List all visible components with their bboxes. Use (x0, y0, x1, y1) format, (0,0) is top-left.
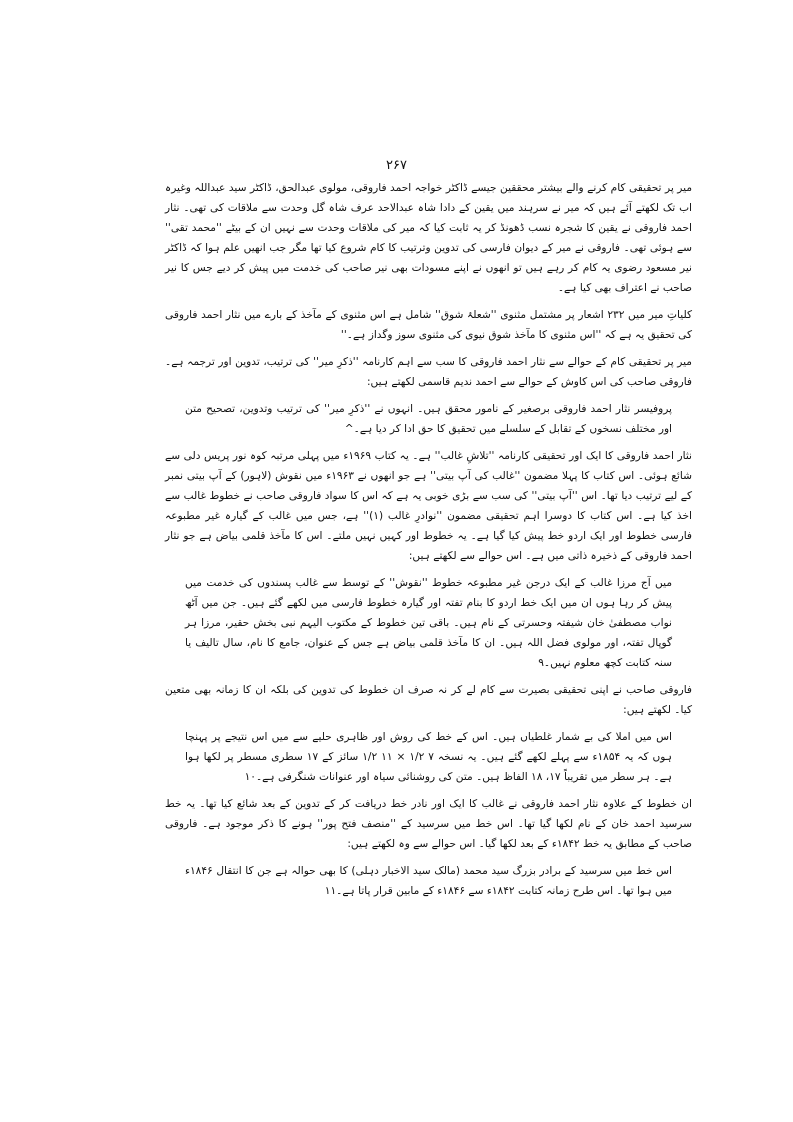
block-quote: اس خط میں سرسید کے برادر بزرگ سید محمد (مالک سید الاخبار دہلی) کا بھی حوالہ ہے جن کا انتقال ۱۸۴۶ء میں ہوا تھا۔ اس طرح زمانہ کتابت ۱۸۴۲ء سے ۱۸۴۶ء کے مابین قرار پاتا ہے۔۱۱ (185, 865, 672, 897)
paragraph: کلیاتِ میر میں ۲۳۲ اشعار پر مشتمل مثنوی ''شعلۂ شوق'' شامل ہے اس مثنوی کے مآخذ کے بارے میں نثار احمد فاروقی کی تحقیق یہ ہے کہ ''اس مثنوی کا مآخذ شوق نیوی کی مثنوی سوز وگداز ہے۔'' (165, 309, 693, 341)
paragraph: ان خطوط کے علاوہ نثار احمد فاروقی نے غالب کا ایک اور نادر خط دریافت کر کے تدوین کے بعد شائع کیا تھا۔ یہ خط سرسید احمد خان کے نام لکھا گیا تھا۔ اس خط میں سرسید کے ''منصف فتح پور'' ہونے کا ذکر موجود ہے۔ فاروقی صاحب کے مطابق یہ خط ۱۸۴۲ء کے بعد لکھا گیا۔ اس حوالے سے وہ لکھتے ہیں: (165, 798, 692, 850)
block-quote: میں آج مرزا غالب کے ایک درجن غیر مطبوعہ خطوط ''نقوش'' کے توسط سے غالب پسندوں کی خدمت میں پیش کر رہا ہوں ان میں ایک خط اردو کا بنام تفتہ اور گیارہ خطوط فارسی میں لکھے گئے ہیں۔ جن میں آٹھ نواب مصطفیٰ خان شیفتہ وحسرتی کے نام ہیں۔ باقی تین خطوط کے مکتوب الیہم نبی بخش حقیر، مرزا ہر گوپال تفتہ، اور مولوی فضل اللہ ہیں۔ ان کا مآخذ قلمی بیاض ہے جس کے عنوان، جامع کا نام، سال تالیف یا سنہ کتابت کچھ معلوم نہیں۔۹ (185, 577, 672, 669)
page-number: ۲۶۷ (386, 158, 407, 173)
paragraph: فاروقی صاحب نے اپنی تحقیقی بصیرت سے کام لے کر نہ صرف ان خطوط کی تدوین کی بلکہ ان کا زمانہ بھی متعین کیا۔ لکھتے ہیں: (165, 684, 692, 716)
body-text (165, 178, 692, 908)
paragraph: نثار احمد فاروقی کا ایک اور تحقیقی کارنامہ ''تلاشِ غالب'' ہے۔ یہ کتاب ۱۹۶۹ء میں پہلی مرتبہ کوہ نور پریس دلی سے شائع ہوئی۔ اس کتاب کا پہلا مضمون ''غالب کی آپ بیتی'' ہے جو انھوں نے ۱۹۶۳ء میں نقوش (لاہور) کے آپ بیتی نمبر کے لیے ترتیب دیا تھا۔ اس ''آپ بیتی'' کی سب سے بڑی خوبی یہ ہے کہ اس کا سواد فاروقی صاحب نے خطوط غالب سے اخذ کیا ہے۔ اس کتاب کا دوسرا اہم تحقیقی مضمون ''نوادرِ غالب (۱)'' ہے، جس میں غالب کے گیارہ غیر مطبوعہ فارسی خطوط اور ایک اردو خط پیش کیا گیا ہے۔ یہ خطوط اور کہیں نہیں ملتے۔ اس کا مآخذ قلمی بیاض ہے جو نثار احمد فاروقی کے ذخیرہ ذاتی میں ہے۔ اس حوالے سے لکھتے ہیں: (165, 450, 692, 562)
paragraph: میر پر تحقیقی کام کرنے والے بیشتر محققین جیسے ڈاکٹر خواجہ احمد فاروقی، مولوی عبدالحق، ڈاکٹر سید عبداللہ وغیرہ اب تک لکھتے آئے ہیں کہ میر نے سرہند میں یقین کے دادا شاہ عبدالاحد عرف شاہ گل وحدت سے ملاقات کی تھی۔ نثار احمد فاروقی نے یقین کا شجرہ نسب ڈھونڈ کر یہ ثابت کیا کہ میر کی ملاقات وحدت سے نہیں ان کے بیٹے ''محمد تقی'' سے ہوئی تھی۔ فاروقی نے میر کے دیوان فارسی کی تدوین وترتیب کا کام شروع کیا تھا مگر جب انھیں علم ہوا کہ ڈاکٹر نیر مسعود رضوی یہ کام کر رہے ہیں تو انھوں نے اپنے مسودات بھی نیر صاحب کی خدمت میں پیش کر دیے جس کا نیر صاحب نے اعتراف بھی کیا ہے۔ (165, 182, 692, 294)
block-quote: اس میں املا کی بے شمار غلطیاں ہیں۔ اس کے خط کی روش اور ظاہری حلیے سے میں اس نتیجے پر پہنچا ہوں کہ یہ ۱۸۵۴ء سے پہلے لکھے گئے ہیں۔ یہ نسخہ ۷ ۱/۲ × ۱۱ ۱/۲ سائز کے ۱۷ سطری مسطر پر لکھا ہوا ہے۔ ہر سطر میں تقریباً ۱۷، ۱۸ الفاظ ہیں۔ متن کی روشنائی سیاہ اور عنوانات شنگرفی ہے۔۱۰ (185, 731, 672, 783)
block-quote: پروفیسر نثار احمد فاروقی برصغیر کے نامور محقق ہیں۔ انہوں نے ''ذکرِ میر'' کی ترتیب وتدوین، تصحیح متن اور مختلف نسخوں کے تقابل کے سلسلے میں تحقیق کا حق ادا کر دیا ہے۔^ (185, 403, 672, 435)
paragraph: میر پر تحقیقی کام کے حوالے سے نثار احمد فاروقی کا سب سے اہم کارنامہ ''ذکرِ میر'' کی ترتیب، تدوین اور ترجمہ ہے۔ فاروقی صاحب کی اس کاوش کے حوالے سے احمد ندیم قاسمی لکھتے ہیں: (165, 356, 692, 388)
